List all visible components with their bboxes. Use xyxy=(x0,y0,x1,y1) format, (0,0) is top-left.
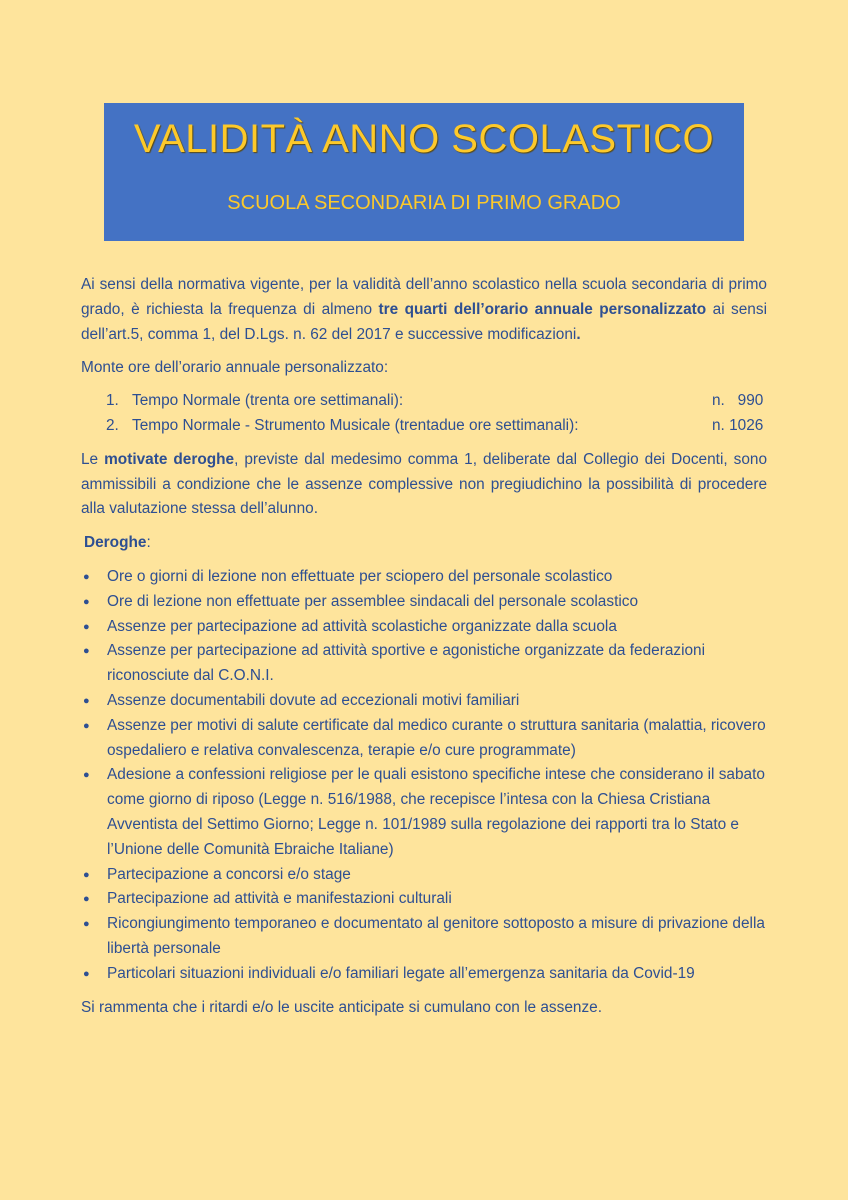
deroga-item xyxy=(81,689,767,714)
monte-ore-value: n. 990 xyxy=(712,392,764,410)
monte-ore-item xyxy=(106,414,767,439)
bullet-icon: ● xyxy=(83,595,90,608)
bullet-icon: ● xyxy=(83,570,90,583)
bullet-icon: ● xyxy=(83,694,90,707)
deroghe-intro-text-2: , previste dal medesimo comma 1, deliberate dal Collegio dei Docenti, sono ammissibili a condizione che le assenze complessive non pregiudichino la possibilità di procedere alla valutazione stessa dell’alunno. xyxy=(81,450,768,518)
document-body xyxy=(81,273,767,1020)
bullet-icon: ● xyxy=(83,918,90,931)
deroghe-label: Deroghe xyxy=(84,534,147,552)
deroga-item xyxy=(81,590,767,615)
monte-ore-item xyxy=(106,389,767,414)
closing-note: Si rammenta che i ritardi e/o le uscite anticipate si cumulano con le assenze. xyxy=(81,998,602,1016)
deroghe-heading xyxy=(81,531,767,556)
monte-ore-list xyxy=(81,389,767,439)
bullet-icon: ● xyxy=(83,719,90,732)
page-title: VALIDITÀ ANNO SCOLASTICO xyxy=(133,117,715,161)
deroga-text: Ore di lezione non effettuate per assemblee sindacali del personale scolastico xyxy=(107,592,639,610)
intro-bold-1: tre quarti dell’orario annuale personalizzato xyxy=(378,300,707,318)
deroga-item xyxy=(81,912,767,962)
deroga-text: Assenze documentabili dovute ad eccezionali motivi familiari xyxy=(107,691,520,709)
page-subtitle: SCUOLA SECONDARIA DI PRIMO GRADO xyxy=(227,192,621,214)
bullet-icon: ● xyxy=(83,769,90,782)
deroga-text: Adesione a confessioni religiose per le quali esistono specifiche intese che considerano il sabato come giorno di riposo (Legge n. 516/1988, che recepisce l’intesa con la Chiesa Cristiana Avventista del Settimo Giorno; Legge n. 101/1989 sulla regolazione dei rapporti tra lo Stato e l’Unione delle Comunità Ebraiche Italiane) xyxy=(107,766,765,858)
deroga-item xyxy=(81,962,767,987)
bullet-icon: ● xyxy=(83,868,90,881)
intro-bold-2: . xyxy=(576,325,581,343)
deroga-item xyxy=(81,565,767,590)
deroghe-list xyxy=(81,565,767,987)
bullet-icon: ● xyxy=(83,967,90,980)
deroga-item xyxy=(81,763,767,862)
intro-text-2: ai sensi dell’art.5, comma 1, del D.Lgs. n. 62 del 2017 e successive modificazioni xyxy=(81,300,767,343)
title-banner xyxy=(104,103,744,241)
deroga-item xyxy=(81,714,767,764)
deroga-item xyxy=(81,639,767,689)
deroghe-intro-text-1: Le xyxy=(81,450,105,468)
monte-ore-number: 1. xyxy=(106,392,119,410)
deroga-text: Ricongiungimento temporaneo e documentato al genitore sottoposto a misure di privazione della libertà personale xyxy=(107,915,765,957)
intro-text-1: Ai sensi della normativa vigente, per la validità dell’anno scolastico nella scuola secondaria di primo grado, è richiesta la frequenza di almeno xyxy=(81,276,767,318)
intro-paragraph xyxy=(81,273,767,347)
deroga-text: Particolari situazioni individuali e/o familiari legate all’emergenza sanitaria da Covid-19 xyxy=(107,964,695,982)
deroghe-colon: : xyxy=(146,534,151,552)
monte-ore-number: 2. xyxy=(106,416,119,434)
deroghe-intro-bold: motivate deroghe xyxy=(104,450,235,468)
deroga-item xyxy=(81,615,767,640)
deroghe-intro-paragraph xyxy=(81,448,767,522)
bullet-icon: ● xyxy=(83,893,90,906)
deroga-text: Partecipazione ad attività e manifestazioni culturali xyxy=(107,890,452,908)
monte-ore-heading: Monte ore dell’orario annuale personalizzato: xyxy=(81,359,389,377)
deroga-text: Assenze per partecipazione ad attività scolastiche organizzate dalla scuola xyxy=(107,617,617,635)
bullet-icon: ● xyxy=(83,620,90,633)
deroga-item xyxy=(81,863,767,888)
monte-ore-value: n. 1026 xyxy=(712,416,764,434)
deroga-item xyxy=(81,887,767,912)
deroga-text: Ore o giorni di lezione non effettuate per sciopero del personale scolastico xyxy=(107,567,613,585)
bullet-icon: ● xyxy=(83,645,90,658)
deroga-text: Assenze per motivi di salute certificate dal medico curante o struttura sanitaria (malattia, ricovero ospedaliero e relativa convalescenza, terapie e/o cure programmate) xyxy=(107,716,766,759)
deroga-text: Assenze per partecipazione ad attività sportive e agonistiche organizzate da federazioni riconosciute dal C.O.N.I. xyxy=(107,642,706,685)
monte-ore-text: Tempo Normale (trenta ore settimanali): xyxy=(132,392,404,410)
monte-ore-text: Tempo Normale - Strumento Musicale (trentadue ore settimanali): xyxy=(132,416,579,434)
deroga-text: Partecipazione a concorsi e/o stage xyxy=(107,865,351,883)
